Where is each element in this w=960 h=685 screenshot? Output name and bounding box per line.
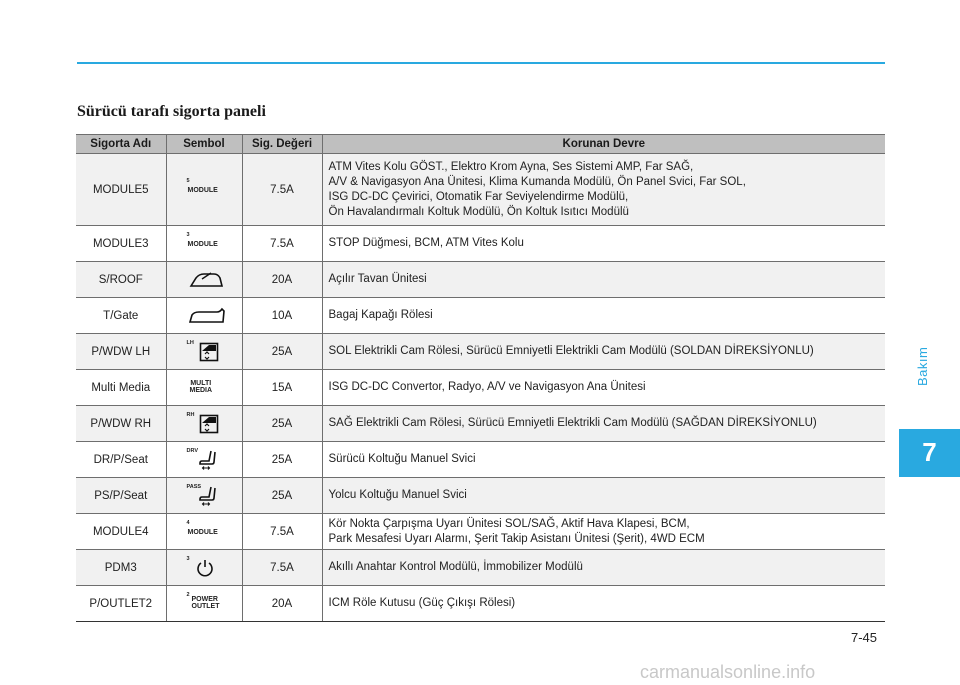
fuse-symbol <box>166 442 242 478</box>
fuse-rating: 25A <box>242 478 322 514</box>
fuse-symbol <box>166 370 242 406</box>
sunroof-icon <box>187 269 227 291</box>
fuse-table <box>76 134 885 622</box>
fuse-rating: 25A <box>242 442 322 478</box>
table-row <box>76 442 885 478</box>
fuse-name: PS/P/Seat <box>76 478 166 514</box>
fuse-name: DR/P/Seat <box>76 442 166 478</box>
protected-circuit: Kör Nokta Çarpışma Uyarı Ünitesi SOL/SAĞ, Aktif Hava Klapesi, BCM, Park Mesafesi Uyarı Alarmı, Şerit Takip Asistanı Ünitesi (Şerit), 4WD ECM <box>322 514 885 550</box>
fuse-rating: 15A <box>242 370 322 406</box>
pdm-icon: 3 <box>187 557 227 579</box>
protected-circuit: Sürücü Koltuğu Manuel Svici <box>322 442 885 478</box>
protected-circuit: Açılır Tavan Ünitesi <box>322 262 885 298</box>
module-label: 3 MODULE <box>186 231 218 248</box>
protected-circuit: ISG DC-DC Convertor, Radyo, A/V ve Navigasyon Ana Ünitesi <box>322 370 885 406</box>
table-row <box>76 334 885 370</box>
header-symbol: Sembol <box>166 135 242 154</box>
fuse-symbol <box>166 298 242 334</box>
fuse-symbol <box>166 550 242 586</box>
table-row <box>76 370 885 406</box>
protected-circuit: Bagaj Kapağı Rölesi <box>322 298 885 334</box>
header-circuit: Korunan Devre <box>322 135 885 154</box>
fuse-rating: 10A <box>242 298 322 334</box>
fuse-symbol <box>166 154 242 226</box>
header-fuse-name: Sigorta Adı <box>76 135 166 154</box>
top-rule <box>77 62 885 64</box>
fuse-rating: 25A <box>242 406 322 442</box>
multimedia-label: MULTI MEDIA <box>189 379 213 394</box>
fuse-rating: 7.5A <box>242 514 322 550</box>
window-icon: LH <box>187 341 227 363</box>
table-row <box>76 154 885 226</box>
fuse-symbol <box>166 586 242 622</box>
protected-circuit: SOL Elektrikli Cam Rölesi, Sürücü Emniyetli Elektrikli Cam Modülü (SOLDAN DİREKSİYONLU) <box>322 334 885 370</box>
fuse-name: P/OUTLET2 <box>76 586 166 622</box>
table-row <box>76 514 885 550</box>
fuse-symbol <box>166 406 242 442</box>
protected-circuit: STOP Düğmesi, BCM, ATM Vites Kolu <box>322 226 885 262</box>
section-title: Sürücü tarafı sigorta paneli <box>77 103 266 120</box>
chapter-tab <box>899 429 960 477</box>
fuse-symbol <box>166 514 242 550</box>
side-label: Bakım <box>915 346 930 386</box>
protected-circuit: ATM Vites Kolu GÖST., Elektro Krom Ayna, Ses Sistemi AMP, Far SAĞ, A/V & Navigasyon Ana Ünitesi, Klima Kumanda Modülü, Ön Panel Svici, Far SOL, ISG DC-DC Çevirici, Otomatik Far Seviyelendirme Modülü, Ön Havalandırmalı Koltuk Modülü, Ön Koltuk Isıtıcı Modülü <box>322 154 885 226</box>
module-label: 5 MODULE <box>186 177 218 194</box>
table-row <box>76 586 885 622</box>
seat-icon: PASS <box>187 485 227 507</box>
fuse-name: MODULE3 <box>76 226 166 262</box>
chapter-number: 7 <box>922 437 937 467</box>
fuse-symbol <box>166 262 242 298</box>
fuse-rating: 7.5A <box>242 226 322 262</box>
fuse-symbol <box>166 478 242 514</box>
fuse-name: PDM3 <box>76 550 166 586</box>
header-rating: Sig. Değeri <box>242 135 322 154</box>
module-label: 4 MODULE <box>186 519 218 536</box>
table-row <box>76 478 885 514</box>
watermark: carmanualsonline.info <box>640 662 816 682</box>
fuse-rating: 20A <box>242 586 322 622</box>
fuse-rating: 25A <box>242 334 322 370</box>
fuse-name: MODULE4 <box>76 514 166 550</box>
fuse-rating: 20A <box>242 262 322 298</box>
fuse-symbol <box>166 226 242 262</box>
table-row <box>76 298 885 334</box>
fuse-rating: 7.5A <box>242 154 322 226</box>
seat-icon: DRV <box>187 449 227 471</box>
page-number: 7-45 <box>851 630 878 645</box>
tailgate-icon <box>187 305 227 327</box>
fuse-symbol <box>166 334 242 370</box>
protected-circuit: Yolcu Koltuğu Manuel Svici <box>322 478 885 514</box>
fuse-name: MODULE5 <box>76 154 166 226</box>
table-row <box>76 226 885 262</box>
table-row <box>76 262 885 298</box>
protected-circuit: SAĞ Elektrikli Cam Rölesi, Sürücü Emniyetli Elektrikli Cam Modülü (SAĞDAN DİREKSİYONLU) <box>322 406 885 442</box>
fuse-name: S/ROOF <box>76 262 166 298</box>
protected-circuit: ICM Röle Kutusu (Güç Çıkışı Rölesi) <box>322 586 885 622</box>
table-header-row <box>76 135 885 154</box>
fuse-table-body <box>76 154 885 622</box>
table-row <box>76 406 885 442</box>
protected-circuit: Akıllı Anahtar Kontrol Modülü, İmmobilizer Modülü <box>322 550 885 586</box>
outlet-label: 2 POWER OUTLET <box>186 591 220 610</box>
fuse-rating: 7.5A <box>242 550 322 586</box>
window-icon: RH <box>187 413 227 435</box>
fuse-name: P/WDW LH <box>76 334 166 370</box>
fuse-name: Multi Media <box>76 370 166 406</box>
fuse-name: P/WDW RH <box>76 406 166 442</box>
fuse-name: T/Gate <box>76 298 166 334</box>
table-row <box>76 550 885 586</box>
